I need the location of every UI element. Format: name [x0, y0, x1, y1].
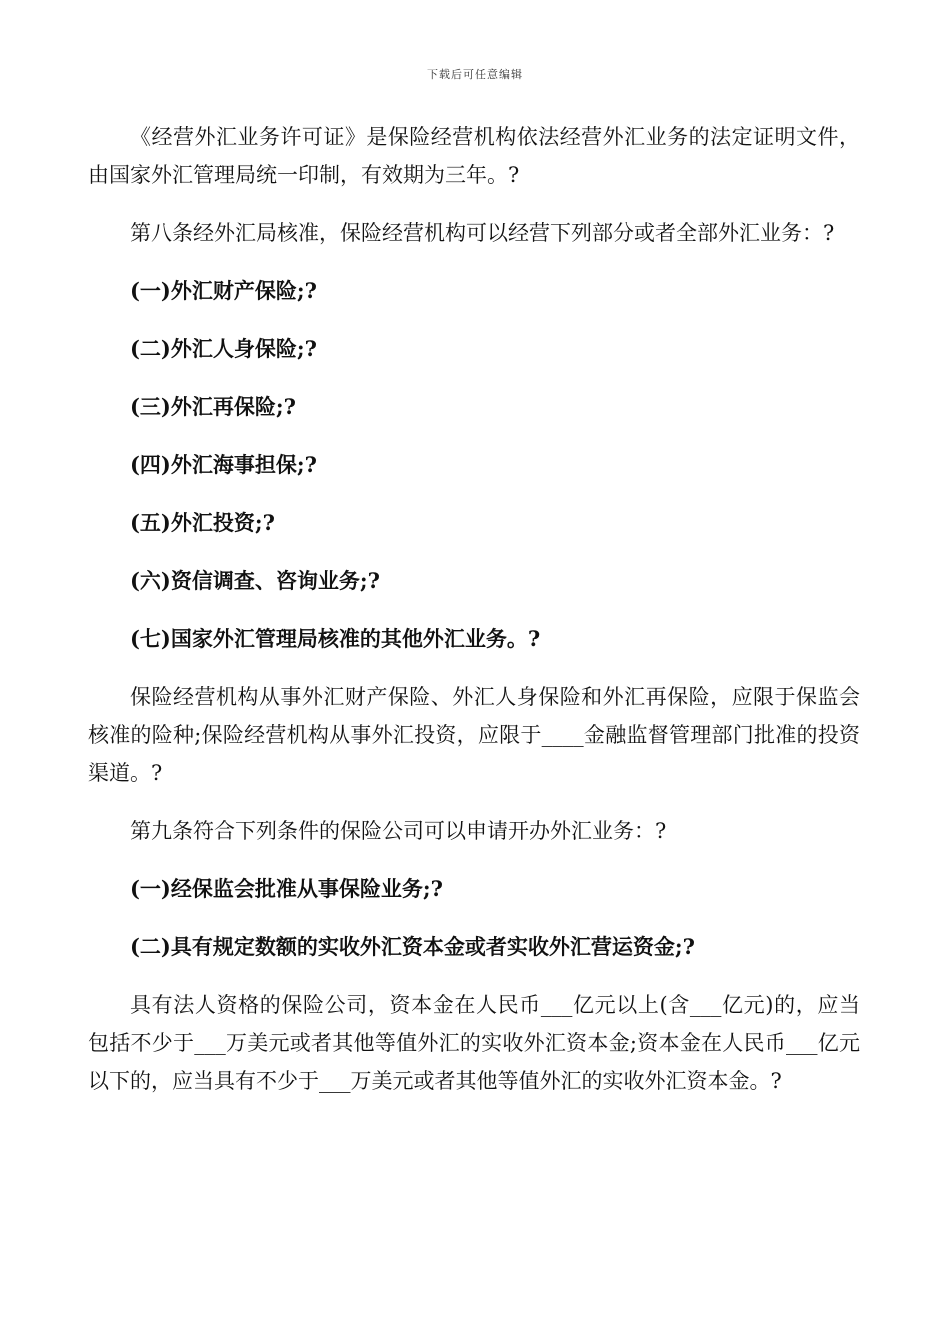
paragraph-article-8: 第八条经外汇局核准，保险经营机构可以经营下列部分或者全部外汇业务：? — [130, 221, 835, 245]
paragraph-license: 《经营外汇业务许可证》是保险经营机构依法经营外汇业务的法定证明文件，由国家外汇管理局统一印制，有效期为三年。? — [88, 125, 860, 187]
list-item-2: (二)外汇人身保险;? — [130, 336, 317, 361]
paragraph-capital: 具有法人资格的保险公司，资本金在人民币___亿元以上(含___亿元)的，应当包括不少于___万美元或者其他等值外汇的实收外汇资本金;资本金在人民币___亿元以下的，应当具有不少于___万美元或者其他等值外汇的实收外汇资本金。? — [88, 993, 860, 1093]
list-item-1: (一)外汇财产保险;? — [130, 278, 317, 303]
paragraph-article-9: 第九条符合下列条件的保险公司可以申请开办外汇业务：? — [130, 819, 667, 843]
document-body — [88, 118, 860, 1100]
list-item-4: (四)外汇海事担保;? — [130, 452, 317, 477]
list-item-3: (三)外汇再保险;? — [130, 394, 296, 419]
page-header: 下载后可任意编辑 — [427, 68, 523, 81]
condition-item-2: (二)具有规定数额的实收外汇资本金或者实收外汇营运资金;? — [130, 934, 695, 959]
list-item-7: (七)国家外汇管理局核准的其他外汇业务。? — [130, 626, 541, 651]
list-item-6: (六)资信调查、咨询业务;? — [130, 568, 380, 593]
list-item-5: (五)外汇投资;? — [130, 510, 275, 535]
paragraph-scope: 保险经营机构从事外汇财产保险、外汇人身保险和外汇再保险，应限于保监会核准的险种;保险经营机构从事外汇投资，应限于____金融监督管理部门批准的投资渠道。? — [88, 685, 860, 785]
condition-item-1: (一)经保监会批准从事保险业务;? — [130, 876, 443, 901]
